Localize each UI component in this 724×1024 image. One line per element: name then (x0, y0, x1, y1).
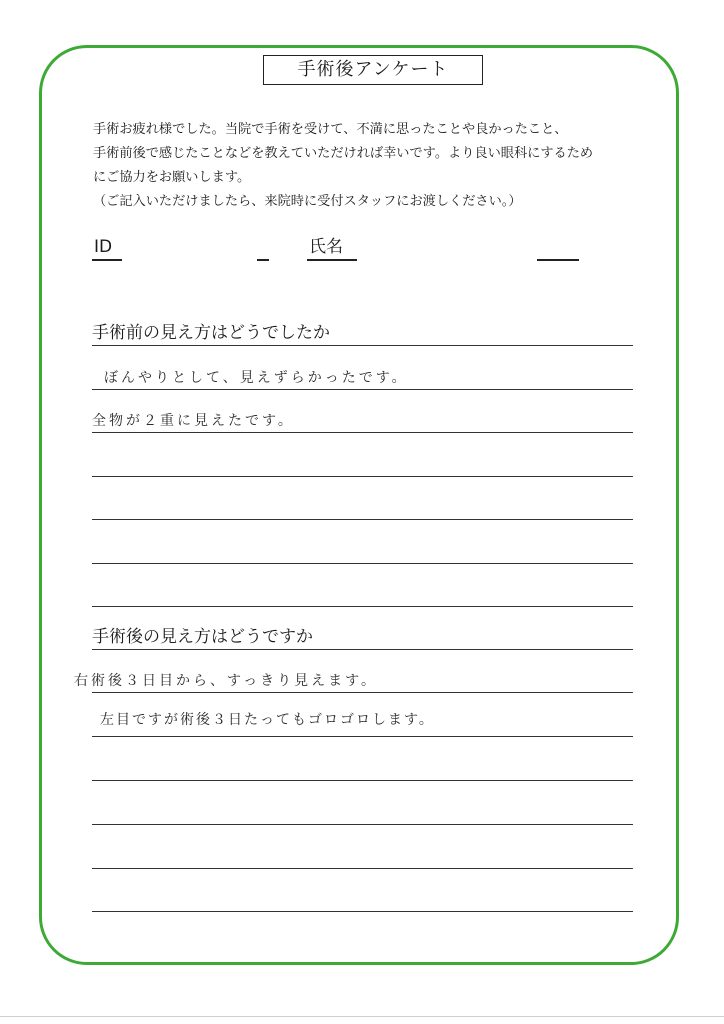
intro-line: （ご記入いただけましたら、来院時に受付スタッフにお渡しください。） (93, 194, 522, 209)
answer-line (92, 606, 633, 607)
name-underline (307, 259, 357, 261)
handwritten-answer: 左目ですが術後３日たってもゴロゴロします。 (100, 712, 435, 728)
answer-line (92, 649, 633, 650)
intro-line: にご協力をお願いします。 (93, 170, 251, 185)
answer-line (92, 780, 633, 781)
answer-line (92, 736, 633, 737)
form-title: 手術後アンケート (263, 55, 483, 85)
answer-line (92, 911, 633, 912)
scan-edge (0, 1016, 724, 1017)
answer-line (92, 563, 633, 564)
answer-line (92, 519, 633, 520)
intro-line: 手術お疲れ様でした。当院で手術を受けて、不満に思ったことや良かったこと、 (93, 122, 568, 137)
answer-line (92, 432, 633, 433)
intro-text (93, 118, 653, 214)
answer-line (92, 692, 633, 693)
id-underline (92, 259, 122, 261)
handwritten-answer: 全物が２重に見えたです。 (92, 413, 295, 429)
handwritten-answer: ぼんやりとして、見えずらかったです。 (104, 370, 409, 386)
id-label: ID (94, 237, 113, 257)
answer-line (92, 868, 633, 869)
intro-line: 手術前後で感じたことなどを教えていただければ幸いです。より良い眼科にするため (93, 146, 594, 161)
name-label: 氏名 (309, 237, 343, 257)
answer-line (92, 389, 633, 390)
handwritten-answer: 右術後３日目から、すっきり見えます。 (74, 673, 379, 689)
answer-line (92, 476, 633, 477)
answer-line (92, 824, 633, 825)
question-after-title: 手術後の見え方はどうですか (92, 627, 313, 647)
answer-line (92, 345, 633, 346)
question-before-title: 手術前の見え方はどうでしたか (92, 323, 330, 343)
id-field-line (257, 259, 269, 261)
name-field-line (537, 259, 579, 261)
